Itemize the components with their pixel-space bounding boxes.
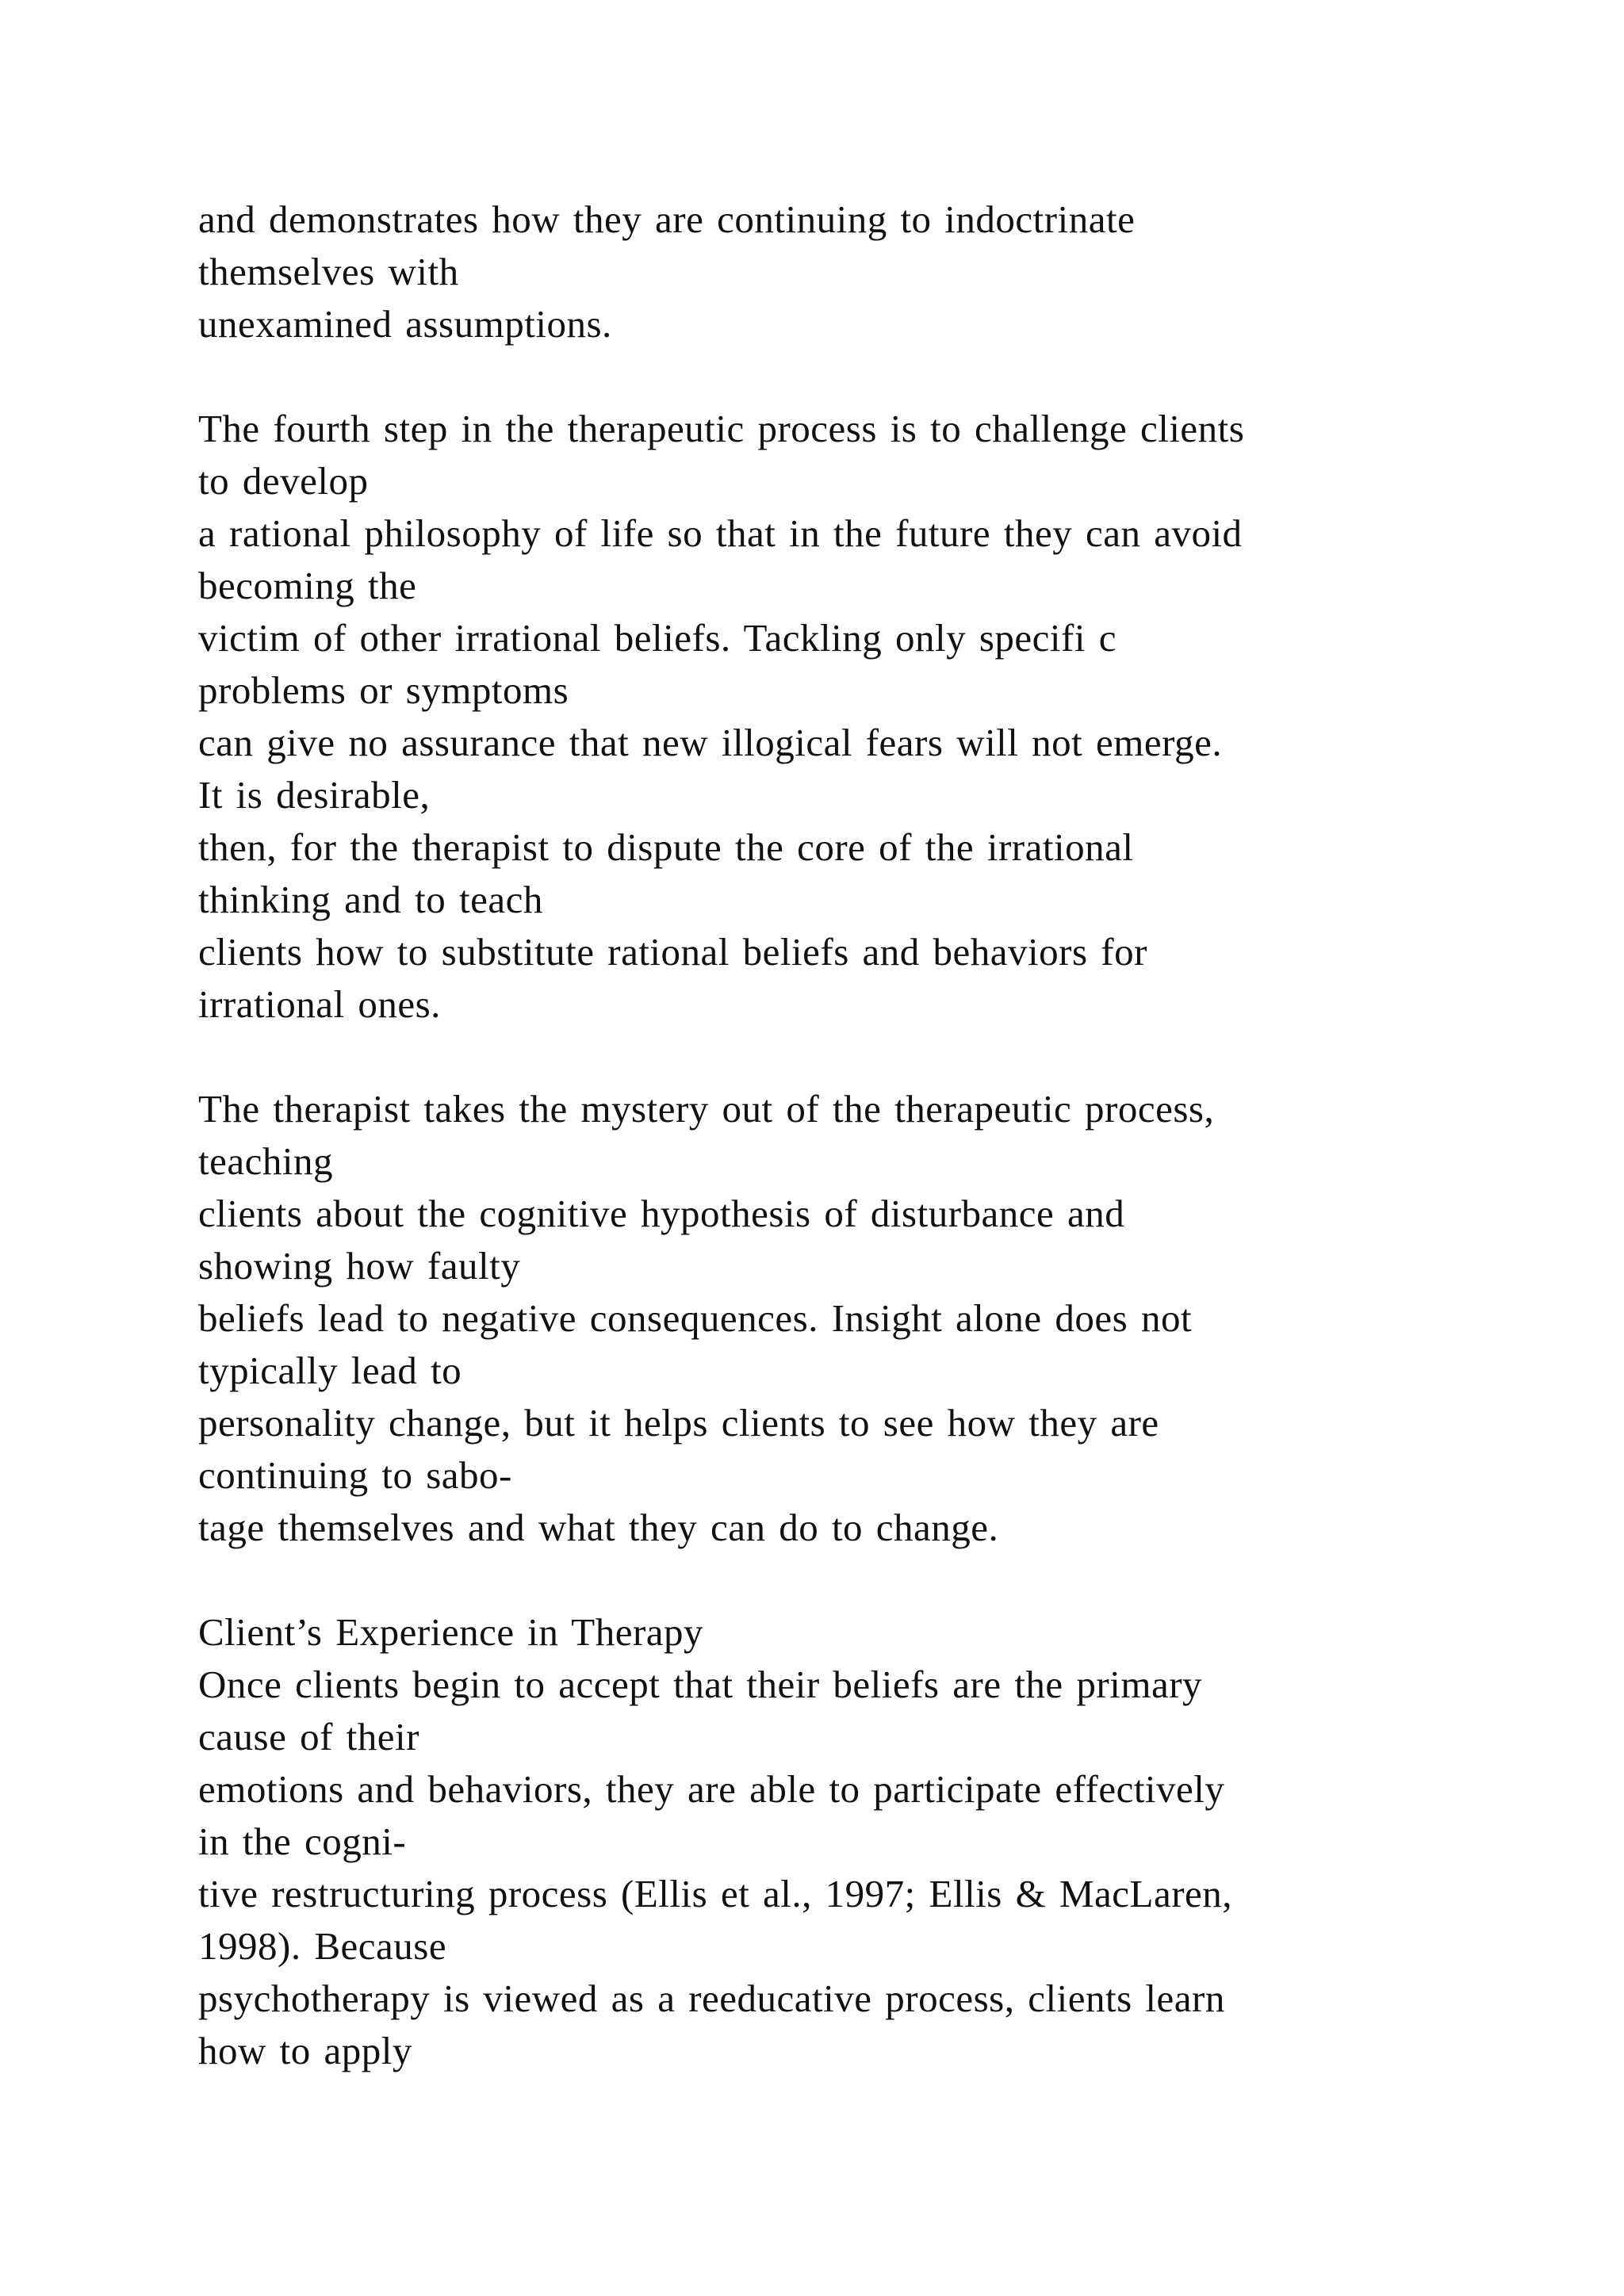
text-line: Once clients begin to accept that their beliefs are the primary [198, 1663, 1203, 1706]
text-line: typically lead to [198, 1349, 462, 1392]
text-line: a rational philosophy of life so that in the future they can avoid [198, 511, 1243, 555]
text-line: irrational ones. [198, 982, 441, 1026]
text-line: teaching [198, 1139, 333, 1183]
text-line: personality change, but it helps clients to see how they are [198, 1401, 1159, 1445]
text-line: emotions and behaviors, they are able to participate effectively [198, 1767, 1225, 1811]
text-line: problems or symptoms [198, 668, 569, 712]
paragraph-break [198, 1554, 1546, 1606]
text-line: The therapist takes the mystery out of the therapeutic process, [198, 1087, 1215, 1131]
text-line: in the cogni- [198, 1820, 407, 1863]
text-line: clients about the cognitive hypothesis of disturbance and [198, 1192, 1125, 1235]
text-line: to develop [198, 459, 369, 503]
text-line: victim of other irrational beliefs. Tackling only specifi c [198, 616, 1116, 660]
text-line: can give no assurance that new illogical fears will not emerge. [198, 721, 1223, 764]
section-heading: Client’s Experience in Therapy [198, 1610, 704, 1654]
text-line: psychotherapy is viewed as a reeducative process, clients learn [198, 1976, 1225, 2020]
text-line: continuing to sabo- [198, 1453, 512, 1497]
text-line: and demonstrates how they are continuing to indoctrinate [198, 197, 1136, 241]
paragraph-break [198, 1031, 1546, 1083]
text-line: unexamined assumptions. [198, 302, 612, 346]
text-line: how to apply [198, 2029, 412, 2072]
text-line: then, for the therapist to dispute the core of the irrational [198, 825, 1134, 869]
text-line: beliefs lead to negative consequences. Insight alone does not [198, 1296, 1193, 1340]
text-line: The fourth step in the therapeutic process is to challenge clients [198, 407, 1245, 450]
text-line: thinking and to teach [198, 878, 543, 921]
text-line: cause of their [198, 1715, 419, 1758]
text-line: It is desirable, [198, 773, 431, 817]
body-text [198, 193, 1546, 2077]
text-line: tive restructuring process (Ellis et al., 1997; Ellis & MacLaren, [198, 1872, 1233, 1915]
text-line: 1998). Because [198, 1924, 447, 1968]
text-line: clients how to substitute rational beliefs and behaviors for [198, 930, 1147, 974]
text-line: themselves with [198, 250, 459, 293]
paragraph-break [198, 350, 1546, 403]
text-line: tage themselves and what they can do to change. [198, 1506, 999, 1549]
text-line: becoming the [198, 564, 417, 607]
text-line: showing how faulty [198, 1244, 521, 1288]
